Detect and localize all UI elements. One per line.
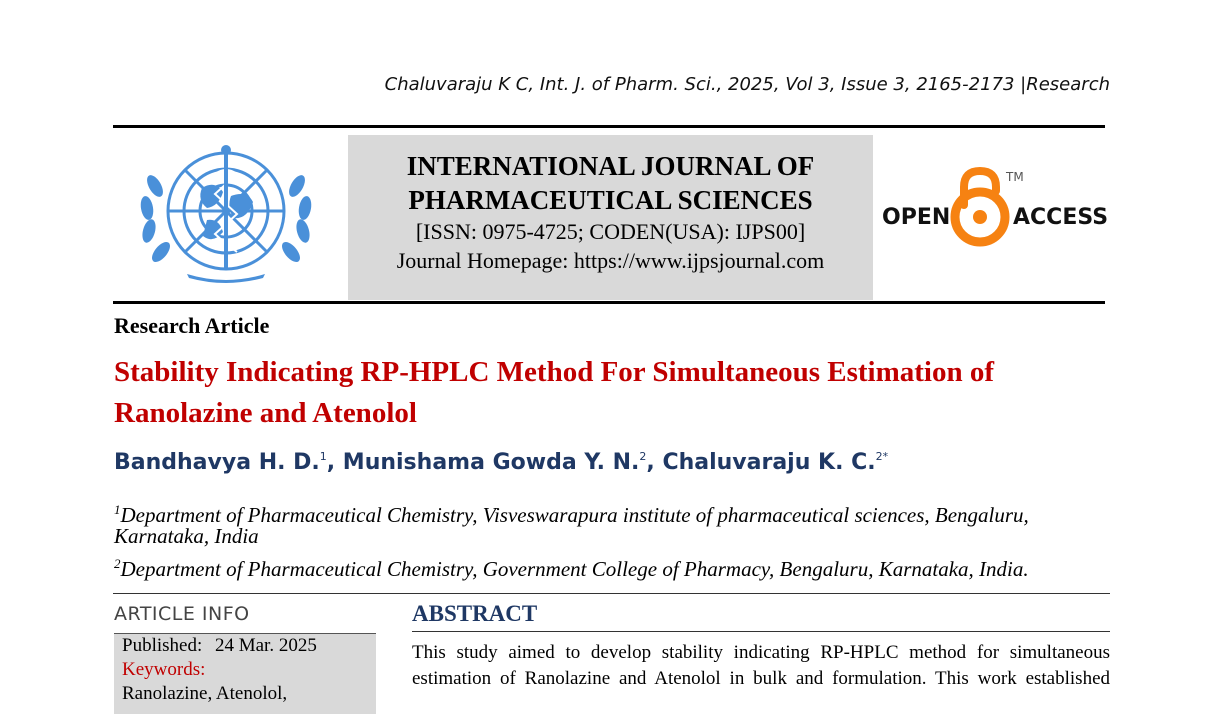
article-info-heading: ARTICLE INFO: [114, 603, 250, 625]
header-bottom-rule: [113, 301, 1105, 304]
abstract-heading: ABSTRACT: [412, 601, 538, 626]
author-name: , Chaluvaraju K. C.: [646, 450, 876, 475]
published-date: 24 Mar. 2025: [214, 635, 317, 656]
article-info-box: [114, 633, 376, 714]
author-affil-marker: 2: [639, 450, 647, 463]
author-list: [114, 450, 888, 475]
tm-label: TM: [1006, 170, 1024, 184]
paper-title: [114, 352, 1114, 434]
journal-issn: [ISSN: 0975-4725; CODEN(USA): IJPS00]: [415, 219, 806, 244]
keywords-value: Ranolazine, Atenolol,: [122, 683, 288, 704]
journal-title-line2: PHARMACEUTICAL SCIENCES: [408, 185, 813, 215]
abstract-body: [412, 640, 1110, 692]
abstract-line: estimation of Ranolazine and Atenolol in bulk and formulation. This work established: [412, 668, 1110, 689]
journal-homepage: Journal Homepage: https://www.ijpsjournal.com: [396, 248, 825, 273]
open-label: OPEN: [882, 205, 951, 230]
running-header: Chaluvaraju K C, Int. J. of Pharm. Sci., 2025, Vol 3, Issue 3, 2165-2173 |Research: [384, 74, 1110, 95]
published-row: [122, 635, 317, 657]
author-affil-marker: 1: [319, 450, 327, 463]
author-name: , Munishama Gowda Y. N.: [326, 450, 640, 475]
affiliation-marker: 2: [114, 556, 121, 571]
article-type: Research Article: [114, 313, 270, 338]
journal-title-line1: INTERNATIONAL JOURNAL OF: [406, 151, 815, 181]
journal-banner: [348, 135, 873, 300]
published-label: Published:: [122, 635, 203, 656]
keywords-label: Keywords:: [122, 659, 206, 680]
affiliation-text: Department of Pharmaceutical Chemistry, Visveswarapura institute of pharmaceutical sciences, Bengaluru,: [120, 503, 1029, 527]
access-label: ACCESS: [1013, 205, 1109, 230]
globe-caduceus-icon: [127, 136, 325, 286]
affiliation-marker: 1: [114, 502, 121, 517]
open-access-icon: [880, 165, 1110, 255]
abstract-rule: [412, 631, 1110, 632]
affiliation-text: Department of Pharmaceutical Chemistry, Government College of Pharmacy, Bengaluru, Karnataka, India.: [120, 557, 1029, 581]
header-top-rule: [113, 125, 1105, 128]
affiliation-2: [114, 551, 1114, 582]
abstract-line: This study aimed to develop stability indicating RP-HPLC method for simultaneous: [412, 642, 1110, 663]
paper-title-line1: Stability Indicating RP-HPLC Method For Simultaneous Estimation of: [114, 356, 994, 388]
author-affil-marker: 2*: [875, 450, 889, 463]
author-name: Bandhavya H. D.: [114, 450, 320, 475]
section-divider: [113, 593, 1110, 594]
paper-title-line2: Ranolazine and Atenolol: [114, 397, 417, 429]
affiliation-1-cont: Karnataka, India: [114, 524, 259, 548]
